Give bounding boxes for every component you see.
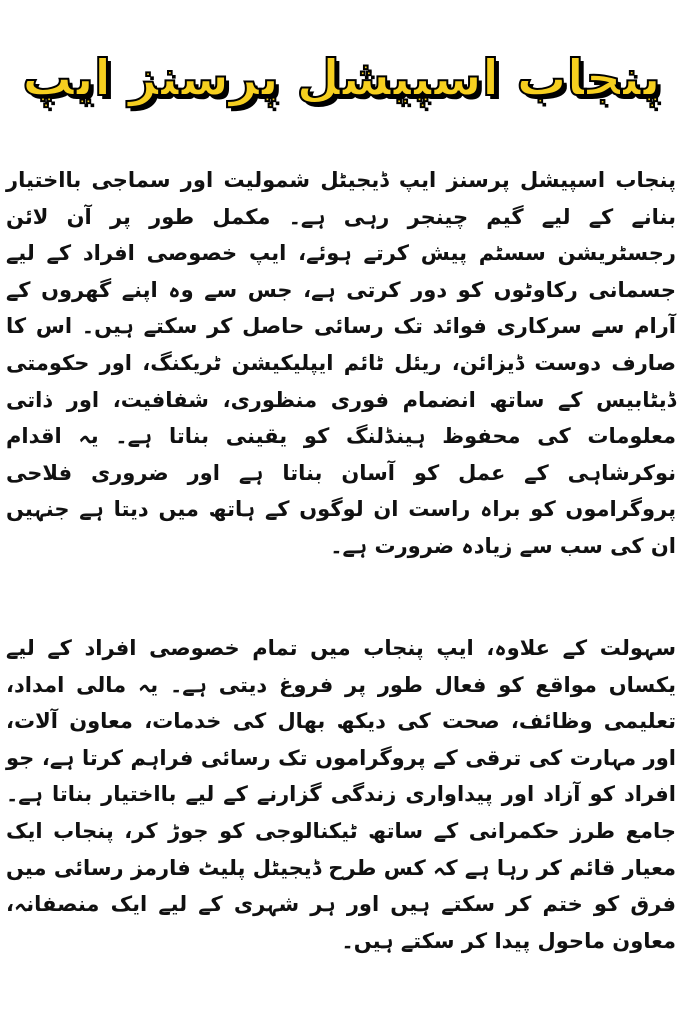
article-paragraph-2: سہولت کے علاوہ، ایپ پنجاب میں تمام خصوصی افراد کے لیے یکساں مواقع کو فعال طور پر فروغ دیتی ہے۔ یہ مالی امداد، تعلیمی وظائف، صحت کی دیکھ بھال کی خدمات، معاون آلات، اور مہارت کی ترقی کے پروگراموں تک رسائی فراہم کرتا ہے، جو افراد کو آزاد اور پیداواری زندگی گزارنے کے لیے بااختیار بناتا ہے۔ جامع طرز حکمرانی کے ساتھ ٹیکنالوجی کو جوڑ کر، پنجاب ایک معیار قائم کر رہا ہے کہ کس طرح ڈیجیٹل پلیٹ فارمز رسائی میں فرق کو ختم کر سکتے ہیں اور ہر شہری کے لیے ایک منصفانہ، معاون ماحول پیدا کر سکتے ہیں۔ bbox=[6, 636, 676, 953]
article-paragraph-1: پنجاب اسپیشل پرسنز ایپ ڈیجیٹل شمولیت اور سماجی بااختیار بنانے کے لیے گیم چینجر رہی ہے۔ مکمل طور پر آن لائن رجسٹریشن سسٹم پیش کرتے ہوئے، ایپ خصوصی افراد کے لیے جسمانی رکاوٹوں کو دور کرتی ہے، جس سے وہ اپنے گھروں کے آرام سے سرکاری فوائد تک رسائی حاصل کر سکتے ہیں۔ اس کا صارف دوست ڈیزائن، ریئل ٹائم ایپلیکیشن ٹریکنگ، اور حکومتی ڈیٹابیس کے ساتھ انضمام فوری منظوری، شفافیت، اور ذاتی معلومات کی محفوظ ہینڈلنگ کو یقینی بناتا ہے۔ یہ اقدام نوکرشاہی کے عمل کو آسان بناتا ہے اور ضروری فلاحی پروگراموں کو براہ راست ان لوگوں کے ہاتھ میں دیتا ہے جنہیں ان کی سب سے زیادہ ضرورت ہے۔ bbox=[6, 168, 676, 558]
page-title: پنجاب اسپیشل پرسنز ایپ bbox=[22, 49, 661, 107]
title-banner bbox=[0, 4, 683, 152]
